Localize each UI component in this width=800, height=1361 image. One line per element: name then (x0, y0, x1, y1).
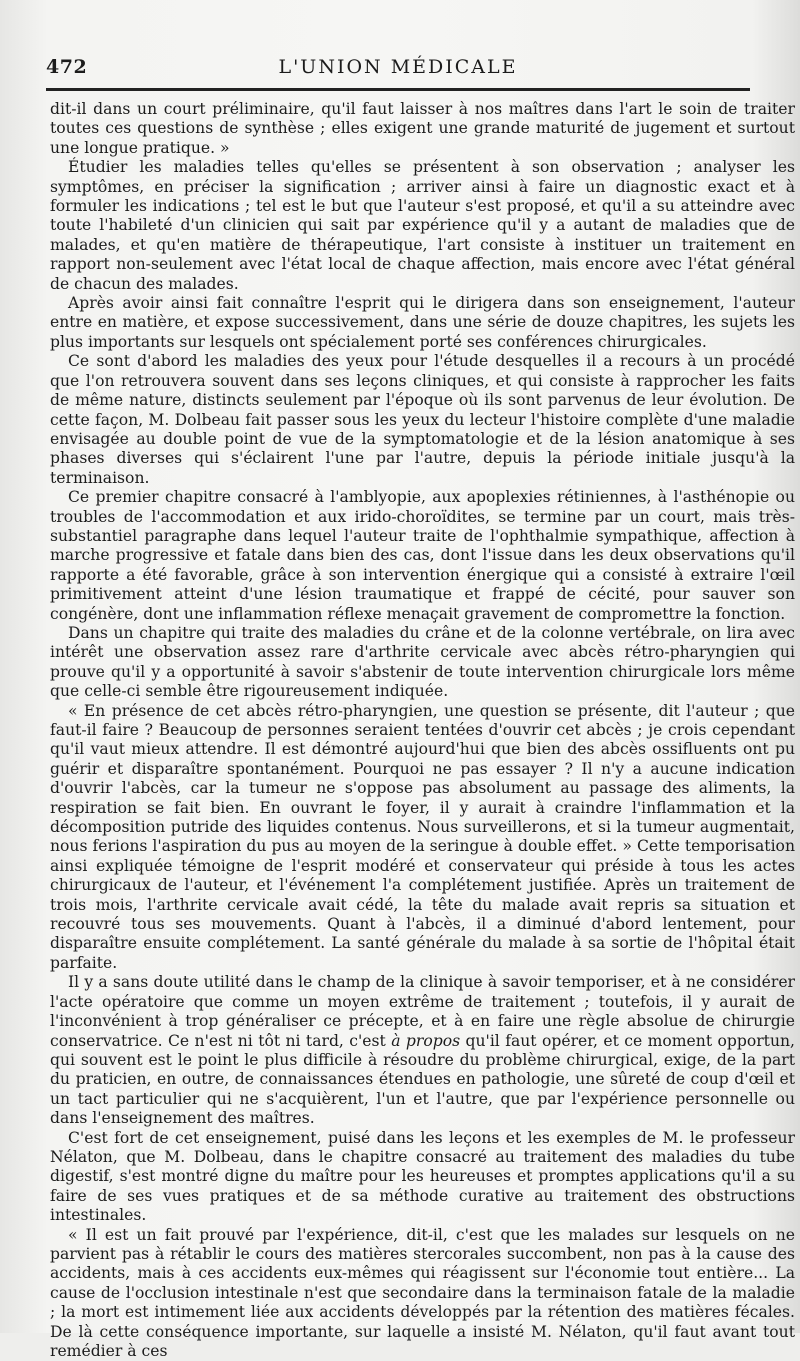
italic-phrase: à propos (391, 1031, 461, 1050)
running-title: L'UNION MÉDICALE (278, 56, 518, 78)
paragraph: Après avoir ainsi fait connaître l'esprit qui le dirigera dans son enseignement, l'auteur entre en matière, et expose successivement, dans une série de douze chapitres, les sujets les plus importants sur lesquels ont spécialement porté ses conférences chirurgicales. (50, 294, 795, 351)
paragraph: Ce sont d'abord les maladies des yeux pour l'étude desquelles il a recours à un procédé que l'on retrouvera souvent dans ses leçons cliniques, et qui consiste à rapprocher les faits de même nature, distincts seulement par l'époque où ils sont parvenus de leur évolution. De cette façon, M. Dolbeau fait passer sous les yeux du lecteur l'histoire complète d'une maladie envisagée au double point de vue de la symptomatologie et de la lésion anatomique à ses phases diverses qui s'éclairent l'une par l'autre, depuis la période initiale jusqu'à la terminaison. (50, 352, 795, 487)
paragraph: Étudier les maladies telles qu'elles se présentent à son observation ; analyser les symptômes, en préciser la signification ; arriver ainsi à faire un diagnostic exact et à formuler les indications ; tel est le but que l'auteur s'est proposé, et qu'il a su atteindre avec toute l'habileté d'un clinicien qui sait par expérience qu'il y a autant de maladies que de malades, et qu'en matière de thérapeutique, l'art consiste à instituer un traitement en rapport non-seulement avec l'état local de chaque affection, mais encore avec l'état général de chacun des malades. (50, 158, 795, 293)
paragraph-text: qu'il faut opérer, et ce moment opportun, qui souvent est le point le plus difficile à résoudre du problème chirurgical, exige, de la part du praticien, en outre, de connaissances étendues en pathologie, une sûreté de coup d'œil et un tact particulier qui ne s'acquièrent, l'un et l'autre, que par l'expérience personnelle ou dans l'enseignement des maîtres. (50, 1031, 795, 1128)
paragraph: Dans un chapitre qui traite des maladies du crâne et de la colonne vertébrale, on lira avec intérêt une observation assez rare d'arthrite cervicale avec abcès rétro-pharyngien qui prouve qu'il y a opportunité à savoir s'abstenir de toute intervention chirurgicale lors même que celle-ci semble être rigoureusement indiquée. (50, 623, 795, 701)
paragraph: « En présence de cet abcès rétro-pharyngien, une question se présente, dit l'auteur ; que faut-il faire ? Beaucoup de personnes seraient tentées d'ouvrir cet abcès ; je crois cependant qu'il vaut mieux attendre. Il est démontré aujourd'hui que bien des abcès ossifluents ont pu guérir et disparaître spontanément. Pourquoi ne pas essayer ? Il n'y a aucune indication d'ouvrir l'abcès, car la tumeur ne s'oppose pas absolument au passage des aliments, la respiration se fait bien. En ouvrant le foyer, il y aurait à craindre l'inflammation et la décomposition putride des liquides contenus. Nous surveillerons, et si la tumeur augmentait, nous ferions l'aspiration du pus au moyen de la seringue à double effet. » Cette temporisation ainsi expliquée témoigne de l'esprit modéré et conservateur qui préside à tous les actes chirurgicaux de l'auteur, et l'événement l'a complétement justifiée. Après un traitement de trois mois, l'arthrite cervicale avait cédé, la tête du malade avait repris sa situation et recouvré tous ses mouvements. Quant à l'abcès, il a diminué d'abord lentement, pour disparaître ensuite complétement. La santé générale du malade à sa sortie de l'hôpital était parfaite. (50, 701, 795, 972)
page-header (46, 52, 750, 92)
paragraph: C'est fort de cet enseignement, puisé dans les leçons et les exemples de M. le professeur Nélaton, que M. Dolbeau, dans le chapitre consacré au traitement des maladies du tube digestif, s'est montré digne du maître pour les heureuses et promptes applications qu'il a su faire de ses vues pratiques et de sa méthode curative au traitement des obstructions intestinales. (50, 1128, 795, 1225)
header-rule (46, 88, 750, 91)
body-text (50, 100, 795, 1361)
paragraph-text: Il y a sans doute utilité dans le champ de la clinique à savoir temporiser, et à ne considérer l'acte opératoire que comme un moyen extrême de traitement ; toutefois, il y aurait de l'inconvénient à trop généraliser ce précepte, et à en faire une règle absolue de chirurgie conservatrice. Ce n'est ni tôt ni tard, c'est (50, 973, 795, 1050)
paragraph: « Il est un fait prouvé par l'expérience, dit-il, c'est que les malades sur lesquels on ne parvient pas à rétablir le cours des matières stercorales succombent, non pas à la cause des accidents, mais à ces accidents eux-mêmes qui réagissent sur l'économie tout entière... La cause de l'occlusion intestinale n'est que secondaire dans la terminaison fatale de la maladie ; la mort est intimement liée aux accidents développés par la rétention des matières fécales. De là cette conséquence importante, sur laquelle a insisté M. Nélaton, qu'il faut avant tout remédier à ces (50, 1225, 795, 1360)
paragraph: dit-il dans un court préliminaire, qu'il faut laisser à nos maîtres dans l'art le soin de traiter toutes ces questions de synthèse ; elles exigent une grande maturité de jugement et surtout une longue pratique. » (50, 100, 795, 157)
paragraph (50, 973, 795, 1128)
paragraph: Ce premier chapitre consacré à l'amblyopie, aux apoplexies rétiniennes, à l'asthénopie ou troubles de l'accommodation et aux irido-choroïdites, se termine par un court, mais très-substantiel paragraphe dans lequel l'auteur traite de l'ophthalmie sympathique, affection à marche progressive et fatale dans bien des cas, dont l'issue dans les deux observations qu'il rapporte a été favorable, grâce à son intervention énergique qui a consisté à extraire l'œil primitivement atteint d'une lésion traumatique et frappé de cécité, pour sauver son congénère, dont une inflammation réflexe menaçait gravement de compromettre la fonction. (50, 488, 795, 623)
page-number: 472 (46, 56, 88, 78)
